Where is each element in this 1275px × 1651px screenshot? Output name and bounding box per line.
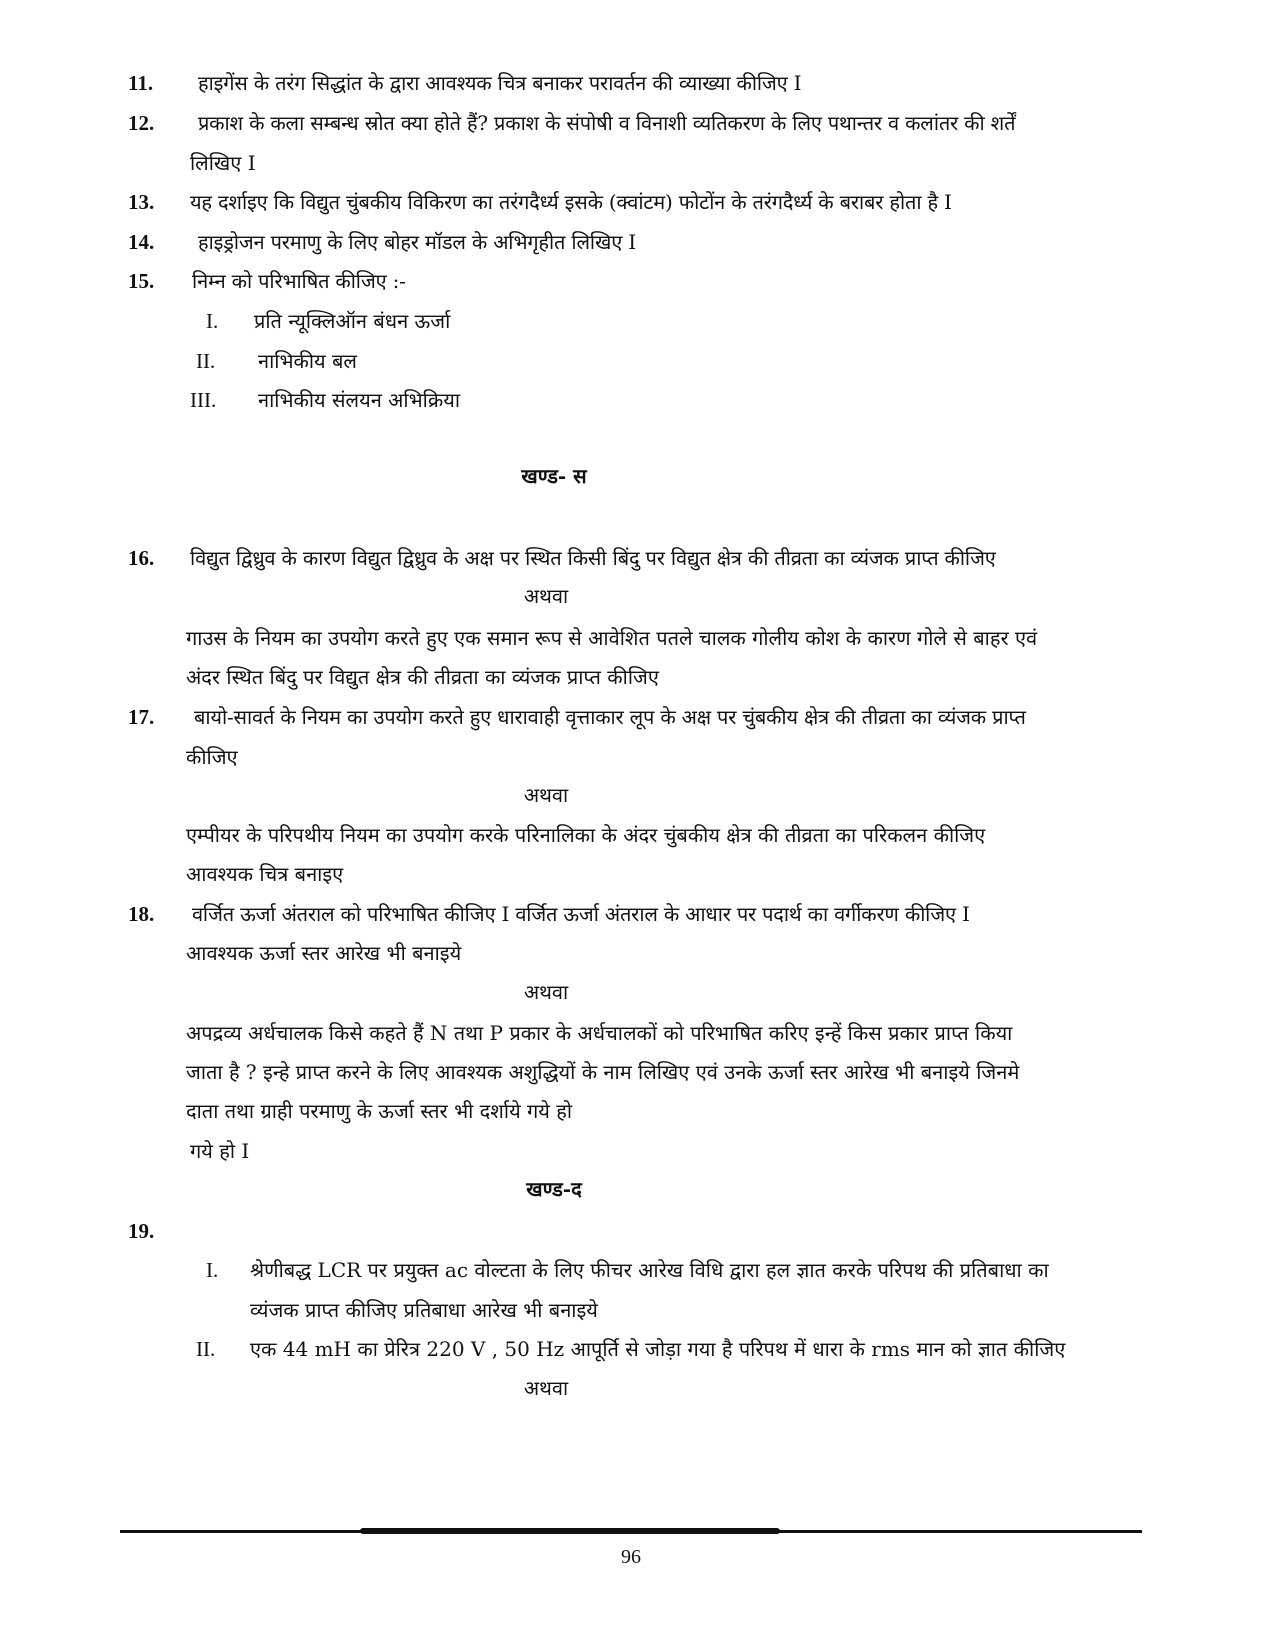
question-number: 15. xyxy=(128,269,155,293)
question-text-continued: आवश्यक ऊर्जा स्तर आरेख भी बनाइये xyxy=(186,941,462,965)
page-number: 96 xyxy=(621,1546,641,1568)
question-text: हाइड्रोजन परमाणु के लिए बोहर मॉडल के अभिगृहीत लिखिए I xyxy=(198,230,636,254)
section-heading-d: खण्ड-द xyxy=(526,1177,582,1201)
question-number: 14. xyxy=(128,230,155,254)
question-text: प्रकाश के कला सम्बन्ध स्रोत क्या होते हैं? प्रकाश के संपोषी व विनाशी व्यतिकरण के लिए पथान्तर व कलांतर की शर्तें xyxy=(198,111,1016,135)
or-separator: अथवा xyxy=(523,783,569,807)
or-separator: अथवा xyxy=(523,584,569,608)
sub-item-text-continued: व्यंजक प्राप्त कीजिए प्रतिबाधा आरेख भी बनाइये xyxy=(250,1298,598,1322)
question-number: 17. xyxy=(128,705,155,729)
question-text: यह दर्शाइए कि विद्युत चुंबकीय विकिरण का तरंगदैर्ध्य इसके (क्वांटम) फोटोंन के तरंगदैर्ध्य के बराबर होता है I xyxy=(190,190,952,214)
question-text: निम्न को परिभाषित कीजिए :- xyxy=(192,269,406,293)
question-text: हाइगेंस के तरंग सिद्धांत के द्वारा आवश्यक चित्र बनाकर परावर्तन की व्याख्या कीजिए I xyxy=(198,71,802,95)
question-text: विद्युत द्विध्रुव के कारण विद्युत द्विध्रुव के अक्ष पर स्थित किसी बिंदु पर विद्युत क्षेत्र की तीव्रता का व्यंजक प्राप्त कीजिए xyxy=(190,546,996,570)
question-text-continued: कीजिए xyxy=(186,745,238,769)
alternative-text: अपद्रव्य अर्धचालक किसे कहते हैं N तथा P प्रकार के अर्धचालकों को परिभाषित करिए इन्हें किस प्रकार प्राप्त किया xyxy=(186,1021,1013,1045)
question-text: बायो-सावर्त के नियम का उपयोग करते हुए धारावाही वृत्ताकार लूप के अक्ष पर चुंबकीय क्षेत्र की तीव्रता का व्यंजक प्राप्त xyxy=(194,705,1026,729)
sub-item-roman: II. xyxy=(196,1337,216,1361)
or-separator: अथवा xyxy=(523,1376,569,1400)
sub-item-roman: II. xyxy=(196,349,216,373)
sub-item-text: एक 44 mH का प्रेरित्र 220 V , 50 Hz आपूर्ति से जोड़ा गया है परिपथ में धारा के rms मान को ज्ञात कीजिए xyxy=(250,1337,1066,1361)
or-separator: अथवा xyxy=(523,980,569,1004)
question-number: 19. xyxy=(128,1219,155,1243)
question-text: वर्जित ऊर्जा अंतराल को परिभाषित कीजिए I वर्जित ऊर्जा अंतराल के आधार पर पदार्थ का वर्गीकरण कीजिए I xyxy=(192,902,970,926)
alternative-text: एम्पीयर के परिपथीय नियम का उपयोग करके परिनालिका के अंदर चुंबकीय क्षेत्र की तीव्रता का परिकलन कीजिए xyxy=(186,823,986,847)
question-number: 12. xyxy=(128,111,155,135)
alternative-text: जाता है ? इन्हे प्राप्त करने के लिए आवश्यक अशुद्धियों के नाम लिखिए एवं उनके ऊर्जा स्तर आरेख भी बनाइये जिनमे xyxy=(186,1060,1020,1084)
question-text-continued: लिखिए I xyxy=(190,151,256,175)
question-number: 16. xyxy=(128,546,155,570)
question-number: 11. xyxy=(128,71,154,95)
sub-item-roman: I. xyxy=(206,1258,219,1282)
sub-item-text: नाभिकीय बल xyxy=(258,349,357,373)
question-number: 18. xyxy=(128,902,155,926)
footer-rule-accent xyxy=(360,1528,780,1534)
sub-item-roman: I. xyxy=(206,309,219,333)
sub-item-roman: III. xyxy=(190,388,217,412)
sub-item-text: प्रति न्यूक्लिऑन बंधन ऊर्जा xyxy=(254,309,451,333)
alternative-text: दाता तथा ग्राही परमाणु के ऊर्जा स्तर भी दर्शाये गये हो xyxy=(186,1099,573,1123)
sub-item-text: नाभिकीय संलयन अभिक्रिया xyxy=(258,388,460,412)
alternative-text: अंदर स्थित बिंदु पर विद्युत क्षेत्र की तीव्रता का व्यंजक प्राप्त कीजिए xyxy=(186,665,659,689)
alternative-text: गाउस के नियम का उपयोग करते हुए एक समान रूप से आवेशित पतले चालक गोलीय कोश के कारण गोले से बाहर एवं xyxy=(186,626,1038,650)
alternative-text: गये हो I xyxy=(190,1139,250,1163)
question-number: 13. xyxy=(128,190,155,214)
sub-item-text: श्रेणीबद्ध LCR पर प्रयुक्त ac वोल्टता के लिए फीचर आरेख विधि द्वारा हल ज्ञात करके परिपथ की प्रतिबाधा का xyxy=(250,1258,1049,1282)
section-heading-c: खण्ड- स xyxy=(521,464,587,488)
alternative-text: आवश्यक चित्र बनाइए xyxy=(186,862,344,886)
